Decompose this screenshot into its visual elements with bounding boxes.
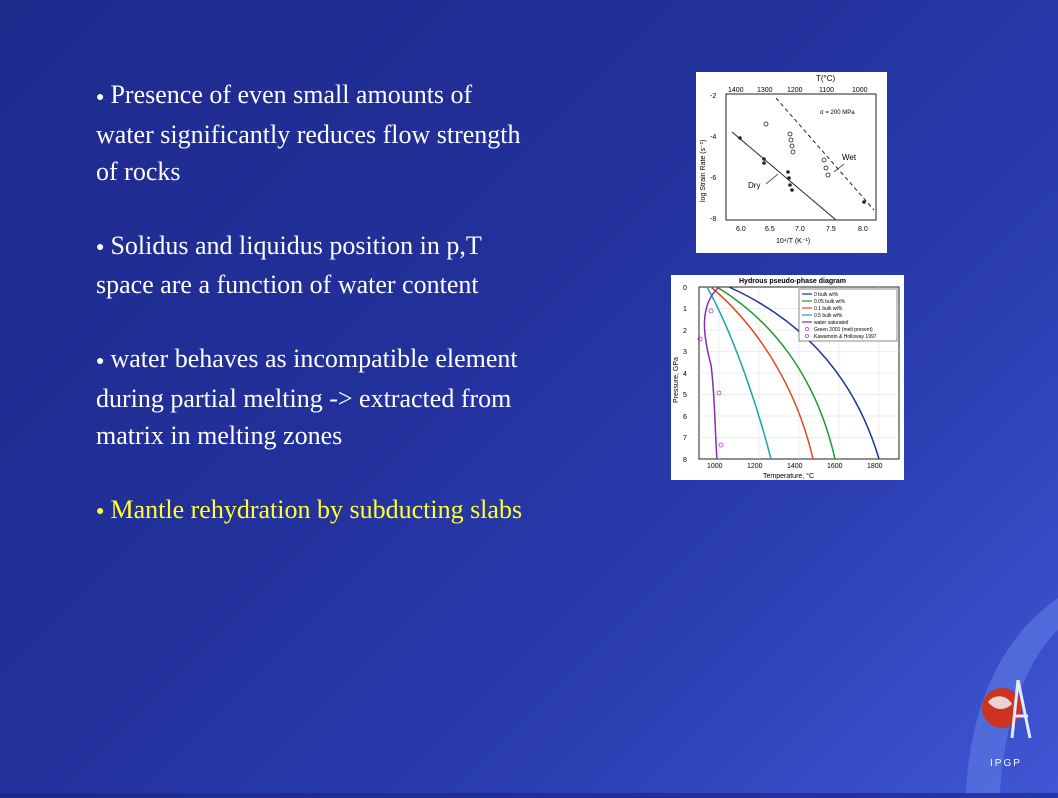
x-tick: 1400 — [787, 463, 803, 470]
legend-label: Kawamoto & Holloway 1997 — [814, 334, 877, 340]
x-tick: 6.5 — [765, 226, 775, 233]
bullet-text: water behaves as incompatible element during partial melting -> extracted from matrix in melting zones — [96, 344, 518, 450]
bullet-dot: ● — [96, 240, 105, 256]
y-tick: 1 — [683, 306, 687, 313]
legend-label: water saturated — [814, 320, 849, 326]
bullet-item-incompatible-element — [96, 340, 536, 454]
wet-label: Wet — [842, 153, 857, 162]
logo-text: IPGP — [990, 758, 1022, 769]
y-tick: -6 — [710, 175, 717, 182]
y-axis-label: log Strain Rate (s⁻¹) — [700, 139, 707, 202]
bullet-dot: ● — [96, 504, 105, 520]
dry-fit-line — [732, 132, 836, 220]
x-tick: 8.0 — [858, 226, 868, 233]
legend-label: 0.5 bulk wt% — [814, 313, 843, 319]
legend-label: 0.05 bulk wt% — [814, 299, 846, 305]
y-tick: 4 — [683, 371, 687, 378]
top-axis-title: T(°C) — [816, 74, 836, 83]
ipgp-logo-graphic — [960, 598, 1058, 793]
x-tick: 7.0 — [795, 226, 805, 233]
y-tick: 3 — [683, 349, 687, 356]
figure-title: Hydrous pseudo-phase diagram — [739, 278, 846, 285]
strain-rate-plot — [696, 72, 887, 253]
y-tick: 2 — [683, 328, 687, 335]
sigma-annotation: σ = 200 MPa — [820, 110, 855, 116]
top-tick: 1100 — [819, 87, 835, 94]
bullet-list — [96, 76, 536, 567]
top-tick: 1400 — [728, 87, 744, 94]
bullet-dot: ● — [96, 353, 105, 369]
bullet-item-water-strength — [96, 76, 536, 190]
wet-arrow — [834, 164, 844, 172]
dry-data-points — [738, 136, 866, 204]
wet-data-points — [764, 122, 830, 177]
bullet-item-mantle-rehydration — [96, 491, 536, 531]
y-tick: 8 — [683, 457, 687, 464]
y-tick: -8 — [710, 216, 717, 223]
x-tick: 1800 — [867, 463, 883, 470]
y-tick: -2 — [710, 93, 717, 100]
legend-label: 0.1 bulk wt% — [814, 306, 843, 312]
y-tick: 0 — [683, 285, 687, 292]
bullet-text: Solidus and liquidus position in p,T space are a function of water content — [96, 230, 482, 300]
y-tick: -4 — [710, 134, 717, 141]
x-tick: 1600 — [827, 463, 843, 470]
bullet-item-solidus-liquidus — [96, 227, 536, 304]
bullet-text: Presence of even small amounts of water significantly reduces flow strength of rocks — [96, 80, 521, 186]
y-tick: 7 — [683, 435, 687, 442]
y-axis-label: Pressure, GPa — [673, 357, 680, 403]
x-tick: 7.5 — [826, 226, 836, 233]
ipgp-logo — [960, 598, 1058, 793]
x-tick: 1200 — [747, 463, 763, 470]
bullet-text: Mantle rehydration by subducting slabs — [110, 494, 523, 524]
dry-arrow — [766, 174, 778, 184]
x-axis-label: 10⁴/T (K⁻¹) — [776, 238, 811, 245]
top-tick: 1200 — [787, 87, 803, 94]
y-tick: 5 — [683, 392, 687, 399]
x-tick: 1000 — [707, 463, 723, 470]
x-axis-label: Temperature, °C — [763, 473, 815, 480]
legend-label: Green 2001 (melt present) — [814, 327, 873, 333]
x-tick: 6.0 — [736, 226, 746, 233]
phase-diagram-plot — [671, 275, 904, 480]
dry-label: Dry — [748, 181, 761, 190]
phase-diagram-figure — [671, 275, 904, 480]
strain-rate-figure — [696, 72, 887, 253]
legend-label: 0 bulk wt% — [814, 292, 839, 298]
top-tick: 1000 — [852, 87, 868, 94]
bullet-dot: ● — [96, 89, 105, 105]
y-tick: 6 — [683, 414, 687, 421]
top-tick: 1300 — [757, 87, 773, 94]
